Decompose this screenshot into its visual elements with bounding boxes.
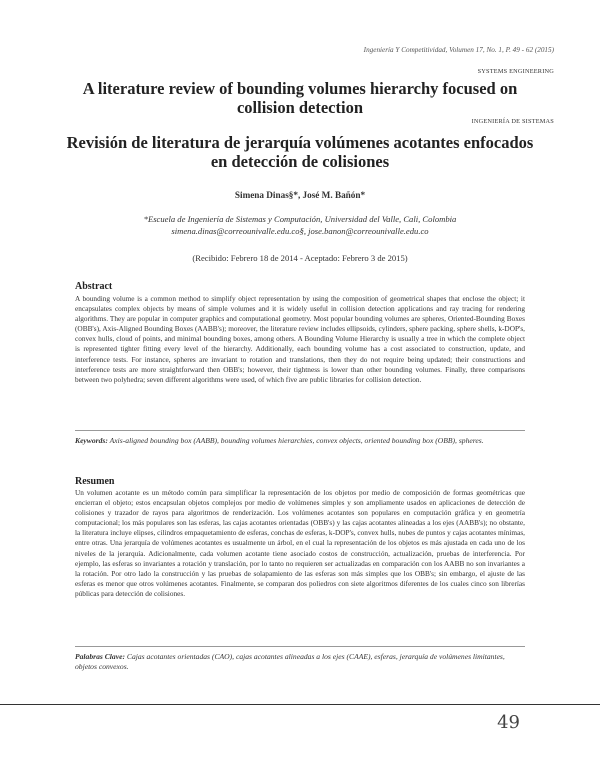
section-tag-english: SYSTEMS ENGINEERING bbox=[477, 68, 554, 75]
footer-rule bbox=[0, 704, 600, 705]
section-tag-spanish: INGENIERÍA DE SISTEMAS bbox=[471, 118, 554, 125]
abstract-heading: Abstract bbox=[75, 281, 113, 292]
abstract-text: A bounding volume is a common method to simplify object representation by using the composition of geometrical shapes that enclose the object; it encapsulates complex objects by means of simple volumes and it is widely useful in collision detection applications and ray tracing for rendering algorithms. They are popular in computer graphics and computational geometry. Most popular bounding volumes are spheres, Oriented-Bounding Boxes (OBB's), Axis-Aligned Bounding Boxes (AABB's); moreover, the literature review includes ellipsoids, cylinders, sphere packing, sphere shells, k-DOP's, convex hulls, cloud of points, and minimal bounding boxes, among others. A Bounding Volume Hierarchy is usually a tree in which the complete object is represented tighter fitting every level of the hierarchy. Additionally, each bounding volume has a cost associated to construction, update, and interference tests. For instance, spheres are invariant to rotation and translations, then they do not require being updated; their constructions and interference tests are more straightforward then OBB's; however, their tightness is lower than other bounding volumes. Finally, three comparisons between two polyhedra; seven different algorithms were used, of which five are public libraries for collision detection. bbox=[75, 294, 525, 384]
palabras-clave-list: Cajas acotantes orientadas (CAO), cajas acotantes alineadas a los ejes (CAAE), esferas, jerarquía de volúmenes limitantes, objetos convexos. bbox=[75, 652, 505, 672]
title-english: A literature review of bounding volumes hierarchy focused on collision detection bbox=[82, 79, 518, 117]
author-emails: simena.dinas@correounivalle.edu.co§, jose.banon@correounivalle.edu.co bbox=[171, 226, 429, 236]
title-spanish: Revisión de literatura de jerarquía volúmenes acotantes enfocados en detección de colisiones bbox=[66, 133, 534, 171]
affiliation-block bbox=[46, 213, 554, 237]
page-number: 49 bbox=[497, 712, 520, 733]
keywords-list: Axis-aligned bounding box (AABB), bounding volumes hierarchies, convex objects, oriented bounding box (OBB), spheres. bbox=[109, 436, 484, 445]
abstract-divider bbox=[75, 430, 525, 431]
affiliation: *Escuela de Ingeniería de Sistemas y Computación, Universidad del Valle, Cali, Colombia bbox=[143, 214, 457, 224]
keywords-english bbox=[75, 436, 525, 446]
palabras-clave-label: Palabras Clave: bbox=[75, 652, 125, 661]
keywords-spanish bbox=[75, 652, 525, 672]
keywords-label: Keywords: bbox=[75, 436, 108, 445]
resumen-text: Un volumen acotante es un método común para simplificar la representación de los objetos por medio de composición de formas geométricas que encierran el objeto; estos encapsulan objetos complejos por medio de volúmenes simples y son ampliamente usados en aplicaciones de detección de colisiones y trazador de rayos para algoritmos de renderización. Los volúmenes acotantes son populares en computación gráfica y en geometría computacional; los más populares son las esferas, las cajas acotantes orientadas (OBB's) y las cajas acotantes alineadas a los ejes (AABB's); no obstante, la literatura incluye elipses, cilindros empaquetamiento de esferas, conchas de esferas, k-DOP's, convex hulls, nubes de puntos y cajas acotantes mínimas, entre otras. Una jerarquía de volúmenes acotantes es usualmente un árbol, en el cual la representación de los objetos es más ajustada en cada uno de los niveles de la jerarquía. Adicionalmente, cada volumen acotante tiene asociado costos de construcción, actualización, pruebas de interferencia. Por ejemplo, las esferas so invariantes a rotación y translación, por lo tanto no requieren ser actualizadas en comparación con los AABB no son invariantes a la rotación. Por otro lado la construcción y las pruebas de solapamiento de las esferas son más simples que los OBB's; sin embargo, el ajuste de las esferas es menor que otros volúmenes acotantes. Finalmente, se comparan dos poliedros con siete algoritmos diferentes de los cuales cinco son librerías públicas para detección de colisiones. bbox=[75, 488, 525, 598]
authors: Simena Dinas§*, José M. Bañón* bbox=[234, 190, 366, 200]
running-header: Ingeniería Y Competitividad, Volumen 17, No. 1, P. 49 - 62 (2015) bbox=[363, 46, 554, 54]
resumen-heading: Resumen bbox=[75, 476, 115, 487]
resumen-divider bbox=[75, 646, 525, 647]
received-accepted-dates: (Recibido: Febrero 18 de 2014 - Aceptado: Febrero 3 de 2015) bbox=[192, 253, 408, 263]
